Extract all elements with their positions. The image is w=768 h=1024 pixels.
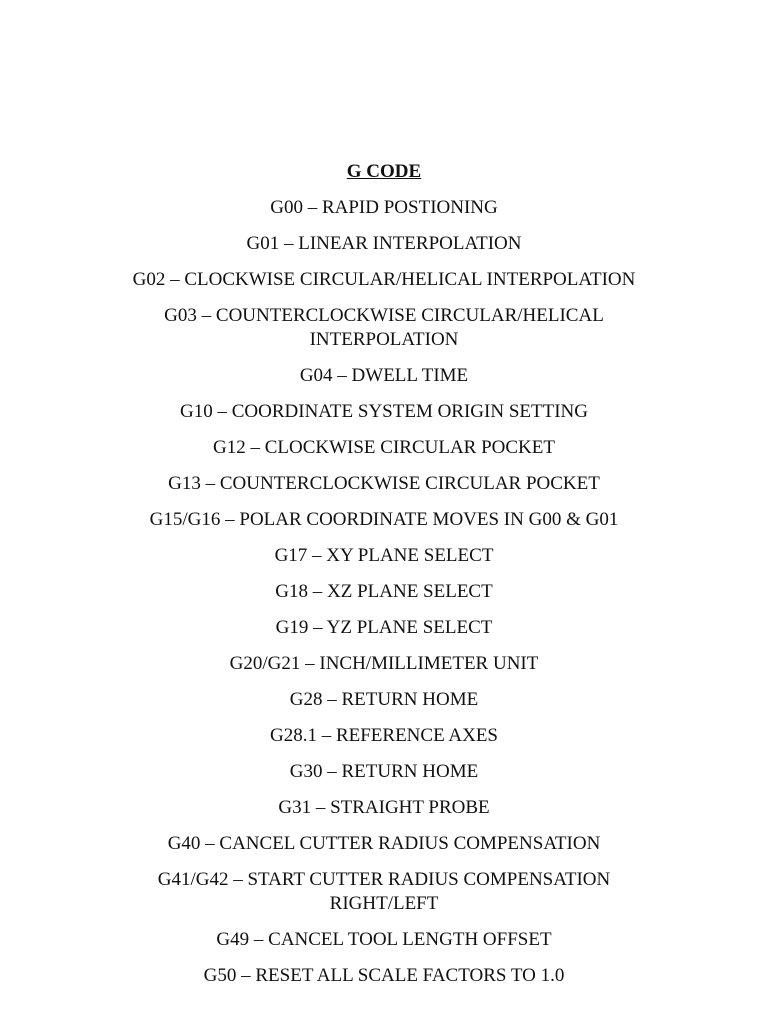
document-title: G CODE — [346, 161, 422, 182]
gcode-list-item: G00 – RAPID POSTIONING — [270, 197, 498, 218]
gcode-list — [133, 196, 636, 1000]
gcode-list-item: G03 – COUNTERCLOCKWISE CIRCULAR/HELICAL INTERPOLATION — [164, 305, 604, 350]
gcode-list-item: G18 – XZ PLANE SELECT — [275, 581, 493, 602]
gcode-list-item: G50 – RESET ALL SCALE FACTORS TO 1.0 — [203, 965, 565, 986]
gcode-list-item: G12 – CLOCKWISE CIRCULAR POCKET — [212, 437, 555, 458]
gcode-list-item: G13 – COUNTERCLOCKWISE CIRCULAR POCKET — [168, 473, 600, 494]
gcode-list-item: G20/G21 – INCH/MILLIMETER UNIT — [229, 653, 539, 674]
gcode-list-item: G28 – RETURN HOME — [289, 689, 479, 710]
gcode-list-item: G19 – YZ PLANE SELECT — [275, 617, 493, 638]
gcode-list-item: G31 – STRAIGHT PROBE — [278, 797, 490, 818]
gcode-list-item: G17 – XY PLANE SELECT — [274, 545, 494, 566]
document-page — [0, 160, 768, 1000]
gcode-list-item: G10 – COORDINATE SYSTEM ORIGIN SETTING — [180, 401, 588, 422]
gcode-list-item: G04 – DWELL TIME — [299, 365, 469, 386]
gcode-list-item: G15/G16 – POLAR COORDINATE MOVES IN G00 & G01 — [149, 509, 619, 530]
gcode-list-item: G41/G42 – START CUTTER RADIUS COMPENSATION RIGHT/LEFT — [157, 869, 611, 914]
gcode-list-item: G02 – CLOCKWISE CIRCULAR/HELICAL INTERPOLATION — [132, 269, 636, 290]
gcode-list-item: G49 – CANCEL TOOL LENGTH OFFSET — [216, 929, 552, 950]
gcode-list-item: G28.1 – REFERENCE AXES — [269, 725, 499, 746]
gcode-list-item: G40 – CANCEL CUTTER RADIUS COMPENSATION — [167, 833, 601, 854]
gcode-list-item: G01 – LINEAR INTERPOLATION — [246, 233, 522, 254]
gcode-list-item: G30 – RETURN HOME — [289, 761, 479, 782]
